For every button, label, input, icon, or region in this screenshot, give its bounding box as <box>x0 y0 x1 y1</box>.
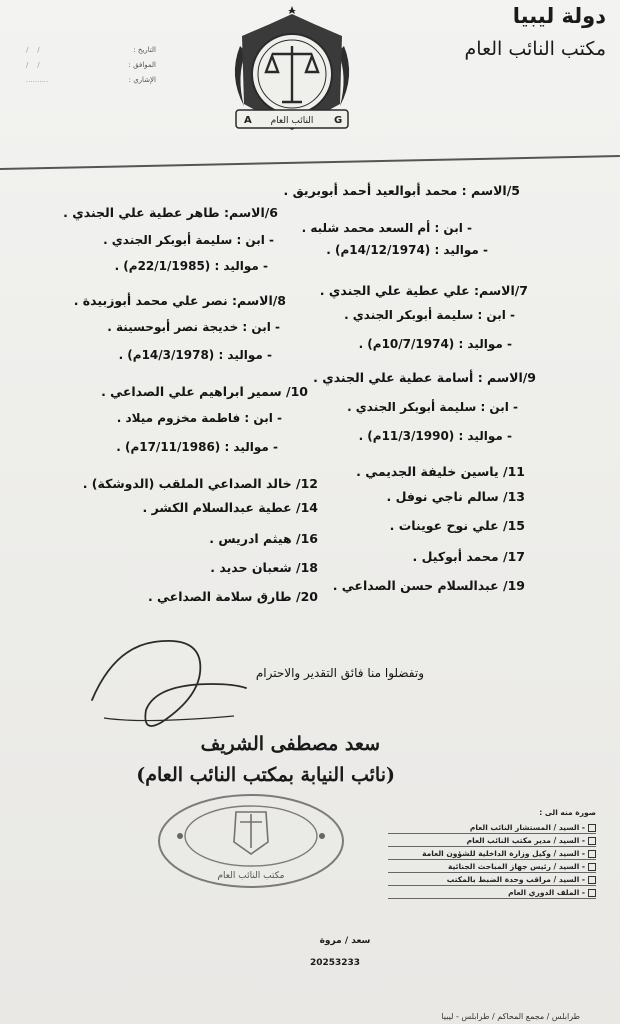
list-item-12: 12/ خالد الصداعي الملقب (الدوشكة) . <box>82 476 318 491</box>
list-item-11: 11/ ياسين خليفة الجديمي . <box>356 464 525 479</box>
copy-recipient: - السيد / مدير مكتب النائب العام <box>388 834 596 847</box>
entry-8-name: 8/الاسم: نصر علي محمد أبوزبيدة . <box>73 293 286 308</box>
copy-recipient: - السيد / رئيس جهاز المباحث الجنائية <box>388 860 596 873</box>
svg-text:مكتب النائب العام: مكتب النائب العام <box>217 871 285 881</box>
handwritten-signature <box>84 628 254 738</box>
entry-5-dob: - مواليد : (14/12/1974م) . <box>326 243 488 257</box>
typist-initials: سعد / مروة <box>319 936 371 946</box>
signatory-name: سعد مصطفى الشريف <box>200 733 380 755</box>
entry-6-name: 6/الاسم: طاهر عطية علي الجندي . <box>63 205 278 220</box>
entry-10-dob: - مواليد : (17/11/1986م) . <box>116 440 278 454</box>
star-icon <box>288 6 296 14</box>
copies-heading: صورة منه الى : <box>539 808 596 817</box>
list-item-17: 17/ محمد أبوكيل . <box>412 549 525 564</box>
list-item-20: 20/ طارق سلامة الصداعي . <box>147 589 318 604</box>
copy-recipient: - السيد / مراقب وحدة الضبط بالمكتب <box>388 873 596 886</box>
entry-7-name: 7/الاسم: علي عطية علي الجندي . <box>319 283 528 298</box>
list-item-19: 19/ عبدالسلام حسن الصداعي . <box>332 578 525 593</box>
entry-7-mother: - ابن : سليمة أبوبكر الجندي . <box>344 308 515 322</box>
header-divider <box>0 155 620 170</box>
state-name: دولة ليبيا <box>512 4 606 28</box>
scales-of-justice-icon <box>234 812 268 854</box>
svg-text:A: A <box>244 115 252 126</box>
entry-8-mother: - ابن : خديجة نصر أبوحسينة . <box>107 320 280 334</box>
entry-6-mother: - ابن : سليمة أبوبكر الجندي . <box>103 233 274 247</box>
stamp-dot-left-icon <box>177 833 183 839</box>
footer-address: طرابلس / مجمع المحاكم / طرابلس - ليبيا <box>441 1012 580 1021</box>
copy-recipient: - الملف الدوري العام <box>388 886 596 899</box>
entry-9-dob: - مواليد : (11/3/1990م) . <box>358 429 512 443</box>
copy-recipient: - السيد / وكيل وزارة الداخلية للشؤون العامة <box>388 847 596 860</box>
svg-text:النائب العام: النائب العام <box>270 116 314 126</box>
letterhead <box>386 4 606 60</box>
signatory-title: (نائب النيابة بمكتب النائب العام) <box>136 764 395 786</box>
entry-8-dob: - مواليد : (14/3/1978م) . <box>118 348 272 362</box>
list-item-14: 14/ عطية عبدالسلام الكشر . <box>142 500 318 515</box>
entry-6-dob: - مواليد : (22/1/1985م) . <box>114 259 268 273</box>
corresponding-date-field: الموافق : / / <box>26 61 156 69</box>
date-field: التاريخ : / / <box>26 46 156 54</box>
entry-10-name: 10/ سمير ابراهيم علي الصداعي . <box>101 384 308 399</box>
copy-recipient: - السيد / المستشار النائب العام <box>388 821 596 834</box>
attorney-general-emblem <box>222 6 362 156</box>
closing-line: وتفضلوا منا فائق التقدير والاحترام <box>255 666 424 680</box>
stamp-dot-right-icon <box>319 833 325 839</box>
entry-7-dob: - مواليد : (10/7/1974م) . <box>358 337 512 351</box>
reference-field: الإشاري : .......... <box>26 76 156 84</box>
reference-number: 20253233 <box>309 958 361 968</box>
office-stamp <box>156 792 346 890</box>
office-name: مكتب النائب العام <box>464 38 606 60</box>
list-item-18: 18/ شعبان حديد . <box>210 560 318 575</box>
copies-list <box>388 808 596 899</box>
list-item-16: 16/ هيثم ادريس . <box>209 531 318 546</box>
entry-9-mother: - ابن : سليمة أبوبكر الجندي . <box>347 400 518 414</box>
reference-fields <box>26 46 156 91</box>
list-item-15: 15/ علي نوح عوينات . <box>389 518 525 533</box>
entry-9-name: 9/الاسم : أسامة عطية علي الجندي . <box>313 370 536 385</box>
svg-text:G: G <box>334 115 343 126</box>
entry-5-mother: - ابن : أم السعد محمد شلبه . <box>301 221 472 235</box>
entry-10-mother: - ابن : فاطمة مخزوم ميلاد . <box>116 411 282 425</box>
list-item-13: 13/ سالم ناجي نوفل . <box>386 489 525 504</box>
entry-5-name: 5/الاسم : محمد أبوالعيد أحمد أبوبريق . <box>283 183 520 198</box>
